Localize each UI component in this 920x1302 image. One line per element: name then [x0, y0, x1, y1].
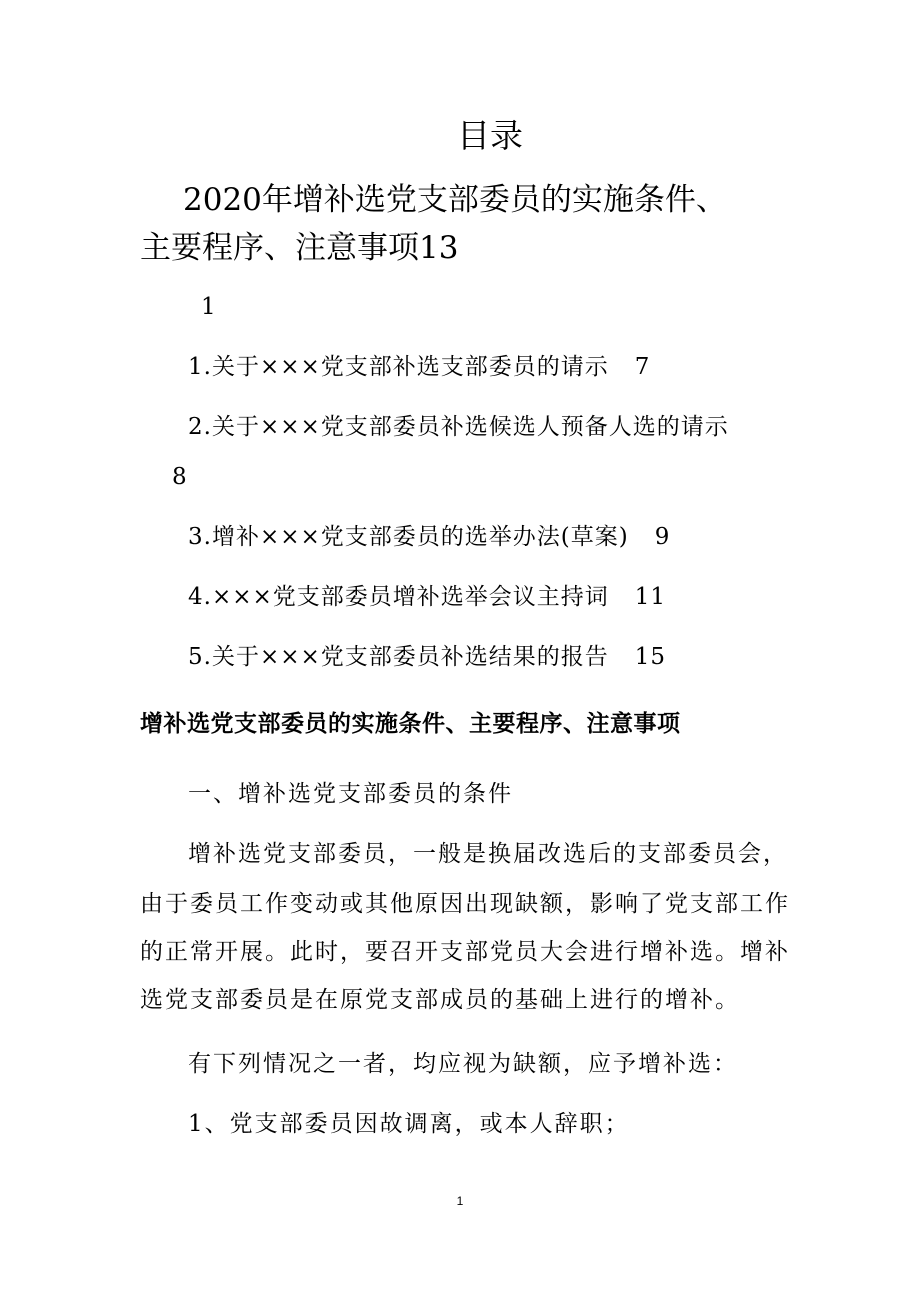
toc-entry-page: 11 [634, 584, 667, 610]
toc-main-entry-page: 1 [201, 294, 217, 320]
toc-entry-4[interactable] [188, 580, 666, 614]
paragraph-line: 的正常开展。此时，要召开支部党员大会进行增补选。增补 [140, 939, 790, 965]
toc-entry-page: 7 [634, 354, 651, 380]
paragraph-line: 由于委员工作变动或其他原因出现缺额，影响了党支部工作 [140, 891, 790, 917]
toc-entry-3[interactable] [188, 520, 670, 554]
toc-entry-text: 2.关于×××党支部委员补选候选人预备人选的请示 [188, 414, 729, 440]
toc-main-entry-line1: 2020年增补选党支部委员的实施条件、 [183, 182, 727, 218]
toc-entry-1[interactable] [188, 350, 650, 384]
toc-entry-text: 3.增补×××党支部委员的选举办法(草案) [188, 524, 629, 550]
paragraph-line: 选党支部委员是在原党支部成员的基础上进行的增补。 [140, 987, 740, 1013]
toc-main-entry-line2: 主要程序、注意事项13 [140, 230, 459, 266]
toc-entry-2-page: 8 [172, 464, 188, 490]
toc-entry-2[interactable] [188, 410, 729, 444]
paragraph: 有下列情况之一者，均应视为缺额，应予增补选： [188, 1051, 738, 1077]
paragraph-line: 增补选党支部委员，一般是换届改选后的支部委员会， [188, 841, 788, 867]
toc-entry-text: 1.关于×××党支部补选支部委员的请示 [188, 354, 609, 380]
page-number: 1 [456, 1194, 464, 1208]
toc-entry-text: 5.关于×××党支部委员补选结果的报告 [188, 644, 609, 670]
toc-title: 目录 [457, 116, 523, 155]
toc-entry-text: 4.×××党支部委员增补选举会议主持词 [188, 584, 609, 610]
toc-entry-page: 15 [634, 644, 667, 670]
list-item: 1、党支部委员因故调离，或本人辞职； [188, 1111, 630, 1137]
subheading: 一、增补选党支部委员的条件 [188, 781, 513, 807]
toc-entry-5[interactable] [188, 640, 666, 674]
section-title: 增补选党支部委员的实施条件、主要程序、注意事项 [140, 711, 681, 737]
toc-entry-page: 9 [654, 524, 671, 550]
